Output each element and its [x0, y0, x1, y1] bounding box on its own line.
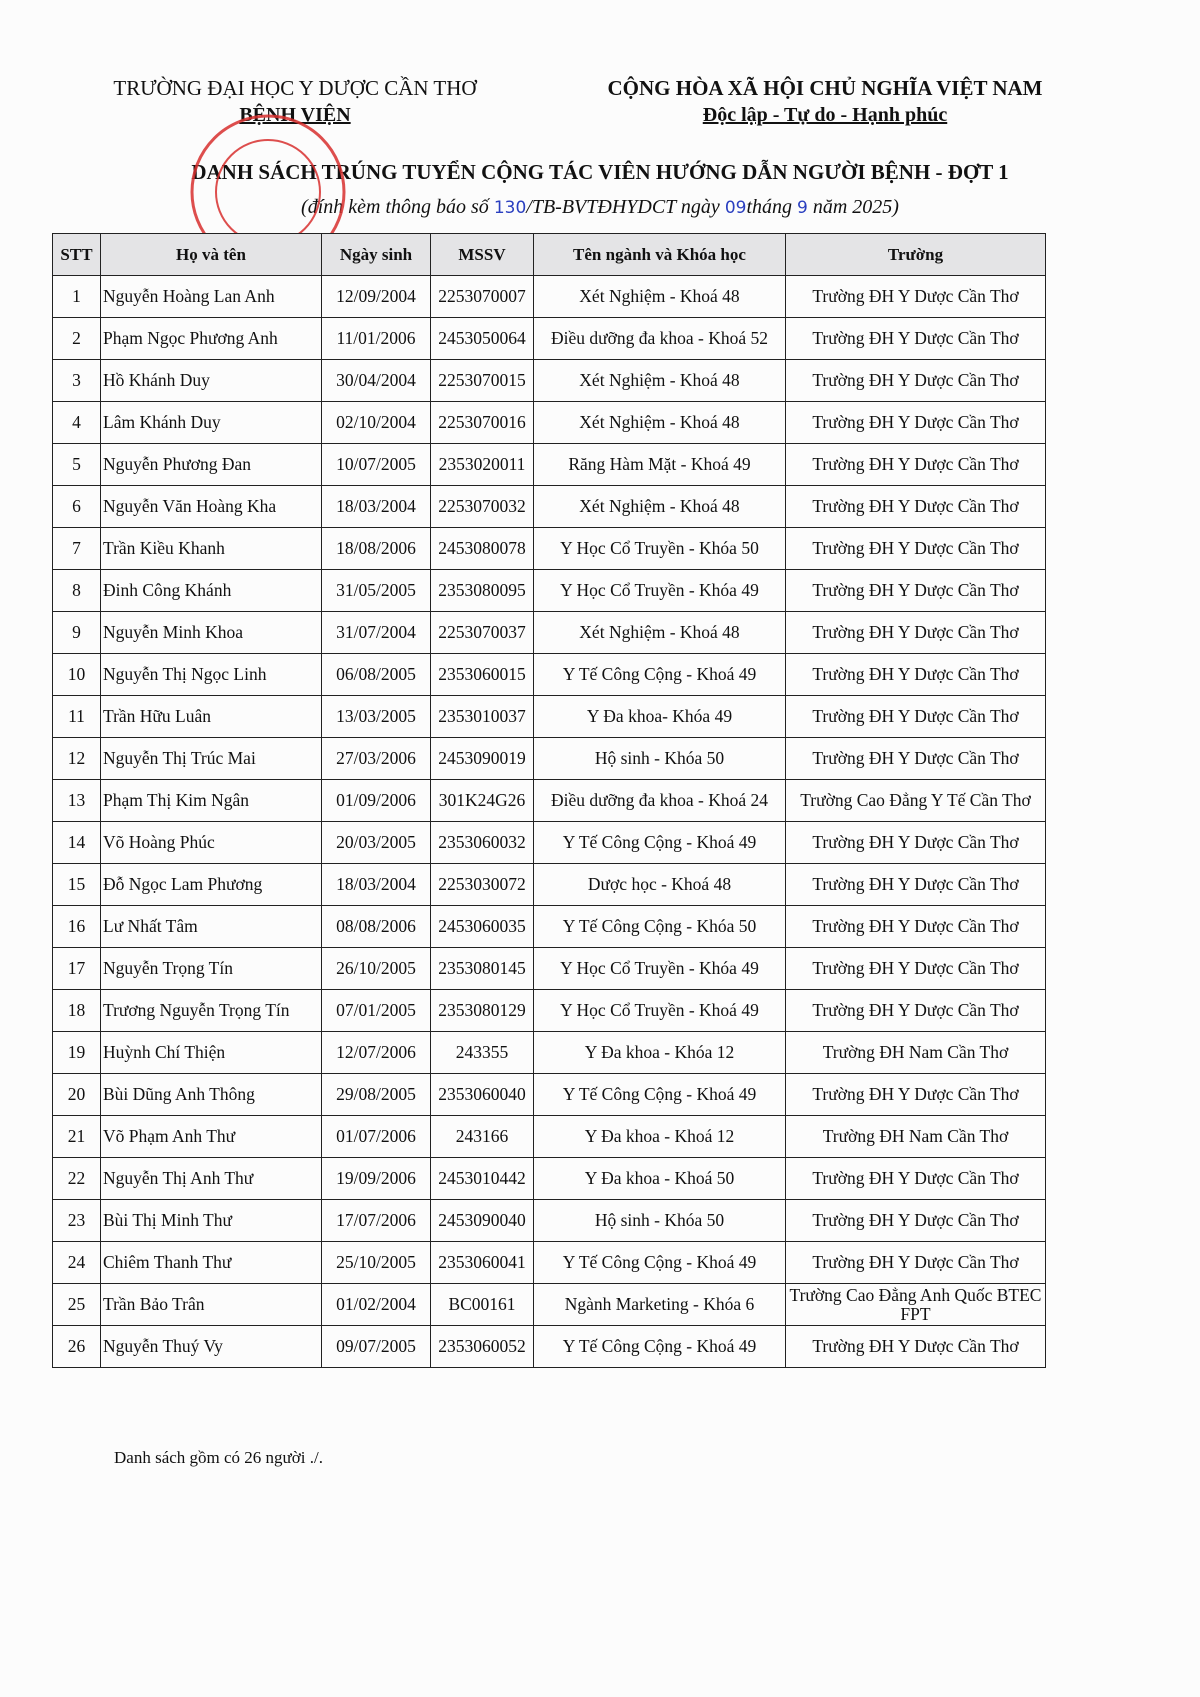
school-cell: Trường ĐH Y Dược Cần Thơ — [786, 1074, 1046, 1116]
name-cell: Nguyễn Minh Khoa — [101, 612, 322, 654]
school-cell: Trường ĐH Y Dược Cần Thơ — [786, 822, 1046, 864]
major-cell: Xét Nghiệm - Khoá 48 — [534, 402, 786, 444]
major-cell: Y Học Cổ Truyền - Khóa 49 — [534, 948, 786, 990]
name-cell: Nguyễn Trọng Tín — [101, 948, 322, 990]
name-cell: Hồ Khánh Duy — [101, 360, 322, 402]
table-row — [53, 990, 1046, 1032]
table-row — [53, 1242, 1046, 1284]
school-cell: Trường ĐH Y Dược Cần Thơ — [786, 528, 1046, 570]
table-row — [53, 696, 1046, 738]
school-cell: Trường ĐH Y Dược Cần Thơ — [786, 1158, 1046, 1200]
name-cell: Bùi Thị Minh Thư — [101, 1200, 322, 1242]
school-cell: Trường ĐH Y Dược Cần Thơ — [786, 1242, 1046, 1284]
major-cell: Dược học - Khoá 48 — [534, 864, 786, 906]
dob-cell: 10/07/2005 — [322, 444, 431, 486]
dob-cell: 08/08/2006 — [322, 906, 431, 948]
name-cell: Nguyễn Hoàng Lan Anh — [101, 276, 322, 318]
name-cell: Lâm Khánh Duy — [101, 402, 322, 444]
table-row — [53, 1074, 1046, 1116]
major-cell: Hộ sinh - Khóa 50 — [534, 738, 786, 780]
student-id-cell: 301K24G26 — [431, 780, 534, 822]
name-cell: Phạm Thị Kim Ngân — [101, 780, 322, 822]
table-row — [53, 654, 1046, 696]
dob-cell: 13/03/2005 — [322, 696, 431, 738]
name-cell: Trần Hữu Luân — [101, 696, 322, 738]
footer-note: Danh sách gồm có 26 người ./. — [114, 1448, 323, 1467]
table-row — [53, 276, 1046, 318]
student-id-cell: 2353080129 — [431, 990, 534, 1032]
stt-cell: 15 — [53, 864, 101, 906]
student-id-cell: 2453050064 — [431, 318, 534, 360]
stt-cell: 23 — [53, 1200, 101, 1242]
major-cell: Y Tế Công Cộng - Khoá 49 — [534, 1074, 786, 1116]
dob-cell: 12/09/2004 — [322, 276, 431, 318]
table-row — [53, 1032, 1046, 1074]
school-cell: Trường Cao Đẳng Y Tế Cần Thơ — [786, 780, 1046, 822]
major-cell: Y Đa khoa - Khoá 12 — [534, 1116, 786, 1158]
dob-cell: 01/02/2004 — [322, 1284, 431, 1326]
name-cell: Nguyễn Thị Trúc Mai — [101, 738, 322, 780]
school-cell: Trường ĐH Nam Cần Thơ — [786, 1032, 1046, 1074]
stt-cell: 9 — [53, 612, 101, 654]
table-row — [53, 570, 1046, 612]
student-id-cell: 2353010037 — [431, 696, 534, 738]
student-id-cell: 2353080095 — [431, 570, 534, 612]
stt-cell: 18 — [53, 990, 101, 1032]
dob-cell: 02/10/2004 — [322, 402, 431, 444]
stt-cell: 2 — [53, 318, 101, 360]
stt-cell: 13 — [53, 780, 101, 822]
motto: Độc lập - Tự do - Hạnh phúc — [702, 104, 948, 126]
name-cell: Chiêm Thanh Thư — [101, 1242, 322, 1284]
stt-cell: 3 — [53, 360, 101, 402]
table-row — [53, 1158, 1046, 1200]
school-cell: Trường ĐH Y Dược Cần Thơ — [786, 486, 1046, 528]
organization-name: TRƯỜNG ĐẠI HỌC Y DƯỢC CẦN THƠ — [113, 76, 477, 100]
student-id-cell: 2253070015 — [431, 360, 534, 402]
school-cell: Trường ĐH Y Dược Cần Thơ — [786, 654, 1046, 696]
stt-cell: 22 — [53, 1158, 101, 1200]
dob-cell: 20/03/2005 — [322, 822, 431, 864]
name-cell: Trương Nguyễn Trọng Tín — [101, 990, 322, 1032]
major-cell: Y Tế Công Cộng - Khoá 49 — [534, 1242, 786, 1284]
dob-cell: 17/07/2006 — [322, 1200, 431, 1242]
column-header: Ngày sinh — [322, 234, 431, 276]
dob-cell: 31/07/2004 — [322, 612, 431, 654]
major-cell: Y Tế Công Cộng - Khóa 50 — [534, 906, 786, 948]
dob-cell: 27/03/2006 — [322, 738, 431, 780]
student-id-cell: 243355 — [431, 1032, 534, 1074]
stt-cell: 19 — [53, 1032, 101, 1074]
student-id-cell: 2353060040 — [431, 1074, 534, 1116]
stt-cell: 20 — [53, 1074, 101, 1116]
handwritten-month: 9 — [797, 198, 808, 218]
dob-cell: 01/09/2006 — [322, 780, 431, 822]
school-cell: Trường ĐH Y Dược Cần Thơ — [786, 444, 1046, 486]
name-cell: Võ Phạm Anh Thư — [101, 1116, 322, 1158]
student-id-cell: 2353080145 — [431, 948, 534, 990]
student-id-cell: 2453080078 — [431, 528, 534, 570]
name-cell: Nguyễn Văn Hoàng Kha — [101, 486, 322, 528]
name-cell: Lư Nhất Tâm — [101, 906, 322, 948]
column-header: STT — [53, 234, 101, 276]
subtitle-suffix: năm 2025) — [807, 196, 899, 218]
table-row — [53, 948, 1046, 990]
name-cell: Nguyễn Phương Đan — [101, 444, 322, 486]
dob-cell: 29/08/2005 — [322, 1074, 431, 1116]
school-cell: Trường ĐH Y Dược Cần Thơ — [786, 360, 1046, 402]
dob-cell: 18/08/2006 — [322, 528, 431, 570]
dob-cell: 30/04/2004 — [322, 360, 431, 402]
school-cell: Trường ĐH Y Dược Cần Thơ — [786, 864, 1046, 906]
student-id-cell: 2253070032 — [431, 486, 534, 528]
stt-cell: 8 — [53, 570, 101, 612]
stt-cell: 24 — [53, 1242, 101, 1284]
stt-cell: 25 — [53, 1284, 101, 1326]
stt-cell: 21 — [53, 1116, 101, 1158]
table-row — [53, 486, 1046, 528]
student-id-cell: 2353060041 — [431, 1242, 534, 1284]
major-cell: Răng Hàm Mặt - Khoá 49 — [534, 444, 786, 486]
nation-name: CỘNG HÒA XÃ HỘI CHỦ NGHĨA VIỆT NAM — [607, 76, 1043, 100]
major-cell: Y Học Cổ Truyền - Khoá 49 — [534, 990, 786, 1032]
school-cell: Trường ĐH Y Dược Cần Thơ — [786, 1326, 1046, 1368]
dob-cell: 25/10/2005 — [322, 1242, 431, 1284]
column-header: Tên ngành và Khóa học — [534, 234, 786, 276]
table-row — [53, 822, 1046, 864]
handwritten-number: 130 — [493, 198, 527, 218]
stt-cell: 26 — [53, 1326, 101, 1368]
name-cell: Đinh Công Khánh — [101, 570, 322, 612]
student-id-cell: 2353060032 — [431, 822, 534, 864]
school-cell: Trường ĐH Y Dược Cần Thơ — [786, 276, 1046, 318]
school-cell: Trường ĐH Y Dược Cần Thơ — [786, 402, 1046, 444]
student-id-cell: 2453010442 — [431, 1158, 534, 1200]
table-row — [53, 780, 1046, 822]
stt-cell: 14 — [53, 822, 101, 864]
major-cell: Y Học Cổ Truyền - Khóa 50 — [534, 528, 786, 570]
motto-wrap — [560, 104, 1090, 127]
student-id-cell: 2453090040 — [431, 1200, 534, 1242]
table-row — [53, 1116, 1046, 1158]
stt-cell: 16 — [53, 906, 101, 948]
table-row — [53, 1200, 1046, 1242]
major-cell: Y Đa khoa - Khoá 50 — [534, 1158, 786, 1200]
major-cell: Xét Nghiệm - Khoá 48 — [534, 612, 786, 654]
table-row — [53, 864, 1046, 906]
major-cell: Ngành Marketing - Khóa 6 — [534, 1284, 786, 1326]
major-cell: Y Đa khoa - Khóa 12 — [534, 1032, 786, 1074]
major-cell: Y Đa khoa- Khóa 49 — [534, 696, 786, 738]
table-row — [53, 1326, 1046, 1368]
major-cell: Xét Nghiệm - Khoá 48 — [534, 276, 786, 318]
school-cell: Trường ĐH Nam Cần Thơ — [786, 1116, 1046, 1158]
department-name: BỆNH VIỆN — [239, 104, 351, 126]
school-cell: Trường ĐH Y Dược Cần Thơ — [786, 570, 1046, 612]
major-cell: Y Tế Công Cộng - Khoá 49 — [534, 1326, 786, 1368]
stt-cell: 10 — [53, 654, 101, 696]
table-row — [53, 906, 1046, 948]
major-cell: Điều dưỡng đa khoa - Khoá 24 — [534, 780, 786, 822]
major-cell: Y Tế Công Cộng - Khoá 49 — [534, 822, 786, 864]
major-cell: Y Tế Công Cộng - Khoá 49 — [534, 654, 786, 696]
major-cell: Điều dưỡng đa khoa - Khoá 52 — [534, 318, 786, 360]
student-id-cell: 2353060052 — [431, 1326, 534, 1368]
school-cell: Trường ĐH Y Dược Cần Thơ — [786, 948, 1046, 990]
school-cell: Trường ĐH Y Dược Cần Thơ — [786, 612, 1046, 654]
school-cell: Trường Cao Đẳng Anh Quốc BTEC FPT — [786, 1284, 1046, 1326]
table-header-row — [53, 234, 1046, 276]
major-cell: Hộ sinh - Khóa 50 — [534, 1200, 786, 1242]
student-id-cell: 2253030072 — [431, 864, 534, 906]
name-cell: Phạm Ngọc Phương Anh — [101, 318, 322, 360]
table-row — [53, 1284, 1046, 1326]
table-row — [53, 318, 1046, 360]
school-cell: Trường ĐH Y Dược Cần Thơ — [786, 696, 1046, 738]
student-id-cell: BC00161 — [431, 1284, 534, 1326]
dob-cell: 09/07/2005 — [322, 1326, 431, 1368]
dob-cell: 11/01/2006 — [322, 318, 431, 360]
table-row — [53, 402, 1046, 444]
dob-cell: 07/01/2005 — [322, 990, 431, 1032]
student-id-cell: 2453060035 — [431, 906, 534, 948]
name-cell: Trần Bảo Trân — [101, 1284, 322, 1326]
subtitle-mid: /TB-BVTĐHYDCT ngày — [526, 196, 725, 218]
stt-cell: 4 — [53, 402, 101, 444]
name-cell: Nguyễn Thị Ngọc Linh — [101, 654, 322, 696]
table-row — [53, 612, 1046, 654]
student-id-cell: 2253070007 — [431, 276, 534, 318]
stt-cell: 7 — [53, 528, 101, 570]
major-cell: Xét Nghiệm - Khoá 48 — [534, 486, 786, 528]
school-cell: Trường ĐH Y Dược Cần Thơ — [786, 906, 1046, 948]
stt-cell: 12 — [53, 738, 101, 780]
student-id-cell: 2253070016 — [431, 402, 534, 444]
table-row — [53, 528, 1046, 570]
name-cell: Nguyễn Thị Anh Thư — [101, 1158, 322, 1200]
column-header: Họ và tên — [101, 234, 322, 276]
school-cell: Trường ĐH Y Dược Cần Thơ — [786, 990, 1046, 1032]
school-cell: Trường ĐH Y Dược Cần Thơ — [786, 318, 1046, 360]
stt-cell: 11 — [53, 696, 101, 738]
dob-cell: 01/07/2006 — [322, 1116, 431, 1158]
stt-cell: 17 — [53, 948, 101, 990]
school-cell: Trường ĐH Y Dược Cần Thơ — [786, 738, 1046, 780]
candidate-table — [52, 233, 1046, 1368]
dob-cell: 18/03/2004 — [322, 486, 431, 528]
name-cell: Võ Hoàng Phúc — [101, 822, 322, 864]
table-row — [53, 360, 1046, 402]
subtitle-month-label: tháng — [746, 196, 798, 218]
dob-cell: 26/10/2005 — [322, 948, 431, 990]
name-cell: Trần Kiều Khanh — [101, 528, 322, 570]
major-cell: Xét Nghiệm - Khoá 48 — [534, 360, 786, 402]
stt-cell: 6 — [53, 486, 101, 528]
dob-cell: 12/07/2006 — [322, 1032, 431, 1074]
name-cell: Huỳnh Chí Thiện — [101, 1032, 322, 1074]
dob-cell: 18/03/2004 — [322, 864, 431, 906]
dob-cell: 31/05/2005 — [322, 570, 431, 612]
student-id-cell: 2253070037 — [431, 612, 534, 654]
handwritten-day: 09 — [724, 198, 747, 218]
name-cell: Đỗ Ngọc Lam Phương — [101, 864, 322, 906]
table-row — [53, 444, 1046, 486]
stt-cell: 1 — [53, 276, 101, 318]
column-header: Trường — [786, 234, 1046, 276]
table-row — [53, 738, 1046, 780]
student-id-cell: 2353060015 — [431, 654, 534, 696]
student-id-cell: 243166 — [431, 1116, 534, 1158]
major-cell: Y Học Cổ Truyền - Khóa 49 — [534, 570, 786, 612]
column-header: MSSV — [431, 234, 534, 276]
student-id-cell: 2453090019 — [431, 738, 534, 780]
name-cell: Bùi Dũng Anh Thông — [101, 1074, 322, 1116]
dob-cell: 06/08/2005 — [322, 654, 431, 696]
document-title: DANH SÁCH TRÚNG TUYỂN CỘNG TÁC VIÊN HƯỚNG DẪN NGƯỜI BỆNH - ĐỢT 1 — [191, 160, 1009, 184]
student-id-cell: 2353020011 — [431, 444, 534, 486]
name-cell: Nguyễn Thuý Vy — [101, 1326, 322, 1368]
stt-cell: 5 — [53, 444, 101, 486]
dob-cell: 19/09/2006 — [322, 1158, 431, 1200]
school-cell: Trường ĐH Y Dược Cần Thơ — [786, 1200, 1046, 1242]
subtitle-prefix: (đính kèm thông báo số — [301, 196, 494, 218]
